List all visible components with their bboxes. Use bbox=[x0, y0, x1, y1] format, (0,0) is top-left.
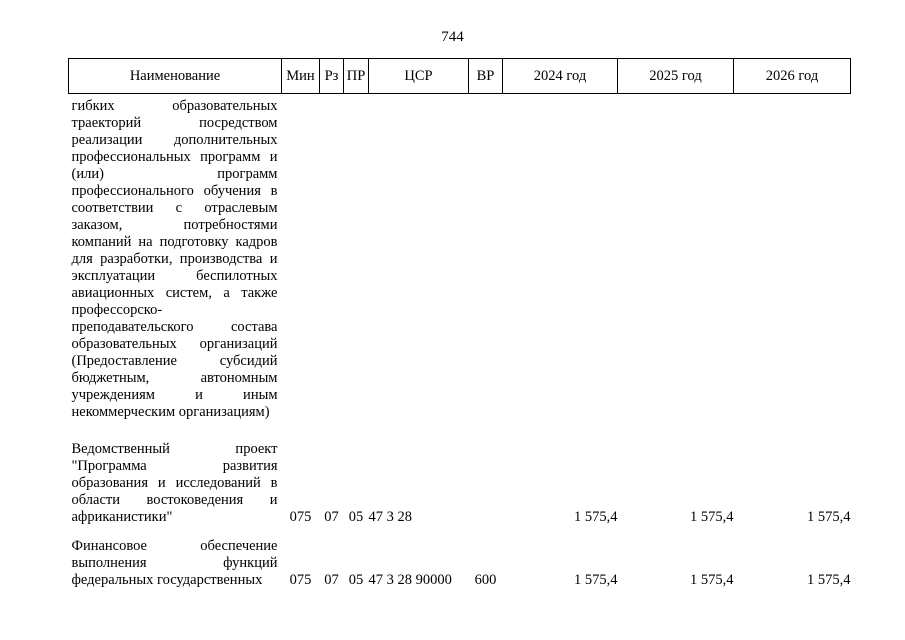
header-pr: ПР bbox=[344, 59, 369, 94]
row-2024: 1 575,4 bbox=[574, 572, 618, 588]
header-2026: 2026 год bbox=[734, 59, 851, 94]
table-header-row bbox=[69, 59, 851, 94]
row-csr: 47 3 28 90000 bbox=[368, 572, 452, 588]
row-2024: 1 575,4 bbox=[574, 509, 618, 525]
row-vr bbox=[469, 437, 503, 526]
row-2025 bbox=[618, 94, 734, 422]
header-vr: ВР bbox=[469, 59, 503, 94]
header-2025: 2025 год bbox=[618, 59, 734, 94]
row-pr bbox=[344, 94, 369, 422]
row-2025: 1 575,4 bbox=[690, 509, 734, 525]
row-2026: 1 575,4 bbox=[807, 572, 851, 588]
header-rz: Рз bbox=[320, 59, 344, 94]
row-min: 075 bbox=[289, 572, 312, 588]
header-name: Наименование bbox=[69, 59, 282, 94]
row-2024 bbox=[503, 94, 618, 422]
table-row bbox=[69, 94, 851, 422]
row-name: гибких образовательных траекторий посредством реализации дополнительных профессиональных программ и (или) программ профессионального обучения в соответствии с отраслевым заказом, потребностями компаний на подготовку кадров для разработки, производства и эксплуатации беспилотных авиационных систем, а также профессорско-преподавательского состава образовательных организаций (Предоставление субсидий бюджетным, автономным учреждениям и иным некоммерческим организациям) bbox=[71, 98, 278, 420]
row-2026: 1 575,4 bbox=[807, 509, 851, 525]
row-rz: 07 bbox=[324, 509, 339, 525]
row-name: Финансовое обеспечение выполнения функций федеральных государственных bbox=[71, 538, 278, 588]
row-rz: 07 bbox=[324, 572, 339, 588]
row-spacer bbox=[69, 526, 851, 534]
table-row bbox=[69, 534, 851, 589]
row-min bbox=[282, 94, 320, 422]
row-rz bbox=[320, 94, 344, 422]
header-2024: 2024 год bbox=[503, 59, 618, 94]
row-name: Ведомственный проект "Программа развития образования и исследований в области востоковедения и африканистики" bbox=[71, 441, 278, 525]
header-csr: ЦСР bbox=[369, 59, 469, 94]
row-vr bbox=[469, 94, 503, 422]
row-2025: 1 575,4 bbox=[690, 572, 734, 588]
row-pr: 05 bbox=[348, 572, 364, 588]
row-spacer bbox=[69, 421, 851, 437]
row-2026 bbox=[734, 94, 851, 422]
budget-table bbox=[68, 58, 851, 589]
header-min: Мин bbox=[282, 59, 320, 94]
table-row bbox=[69, 437, 851, 526]
row-csr: 47 3 28 bbox=[368, 509, 412, 525]
page-number: 744 bbox=[441, 29, 464, 45]
row-min: 075 bbox=[289, 509, 312, 525]
row-vr: 600 bbox=[474, 572, 497, 588]
row-csr bbox=[369, 94, 469, 422]
row-pr: 05 bbox=[348, 509, 364, 525]
